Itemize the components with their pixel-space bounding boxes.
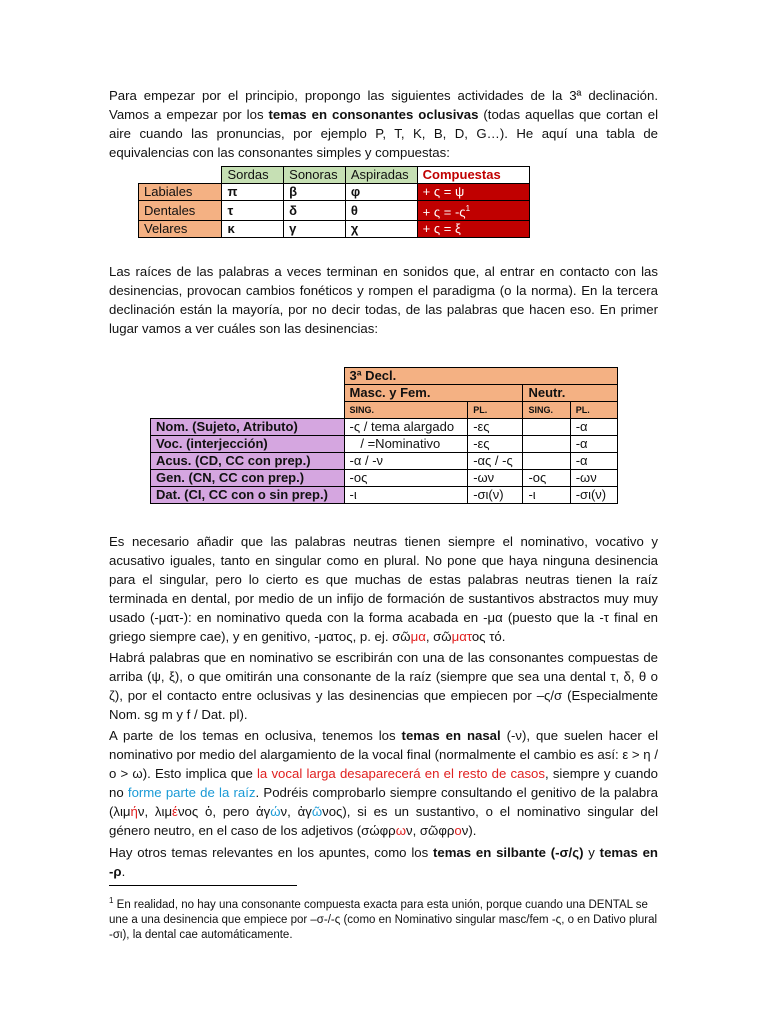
text: ν, λιμ xyxy=(137,804,173,819)
cell: -ων xyxy=(570,470,617,487)
text: Es necesario añadir que las palabras neutras tienen siempre el nominativo, vocativo y acusativo iguales, tanto en singular como en plural. No pone que haya ninguna desinencia para el singular, pero lo cierto es que muchas de estas palabras neutras tienen la raíz terminada en dental, por medio de un infijo de formación de sustantivos abstractos muy muy usado (-ματ-): en nominativo queda con la forma acabada en -μα (puesto que la -τ final en griego siempre cae), y en genitivo, -ματος, p. ej. σῶ xyxy=(109,534,658,644)
cell: -ες xyxy=(468,419,523,436)
highlight-red: ω xyxy=(395,823,406,838)
table-title: 3ª Decl. xyxy=(344,368,617,385)
cell: -ι xyxy=(344,487,468,504)
cell: -σι(ν) xyxy=(468,487,523,504)
text: (todas aquellas que cortan el aire cuando las pronuncias, por ejemplo P, T, K, B, D, G…). He aquí una tabla de equivalencias con las consonantes simples y compuestas: xyxy=(109,107,659,160)
cell: κ xyxy=(222,221,284,238)
cell: γ xyxy=(284,221,346,238)
cell: -ες xyxy=(468,436,523,453)
cell: -α xyxy=(570,419,617,436)
cell: χ xyxy=(345,221,417,238)
case-label: Gen. (CN, CC con prep.) xyxy=(151,470,345,487)
row-label: Labiales xyxy=(139,184,222,201)
empty-cell xyxy=(151,385,345,402)
text: νος ὁ, pero ἀγ xyxy=(177,804,271,819)
footnote-separator xyxy=(109,885,297,886)
paragraph-nasal xyxy=(109,726,658,840)
text: . xyxy=(121,864,126,879)
sub-header: PL. xyxy=(570,402,617,419)
cell: -ος xyxy=(523,470,570,487)
cell: -α xyxy=(570,453,617,470)
group-header: Masc. y Fem. xyxy=(344,385,523,402)
text: , σῶ xyxy=(425,629,452,644)
cell: + ς = ξ xyxy=(417,221,529,238)
highlight-red: ή xyxy=(130,804,138,819)
text: , siempre y cuando no xyxy=(109,766,658,800)
cell: τ xyxy=(222,201,284,221)
highlight-red: ματ xyxy=(451,629,472,644)
cell: -ων xyxy=(468,470,523,487)
cell: θ xyxy=(345,201,417,221)
paragraph-roots: Las raíces de las palabras a veces terminan en sonidos que, al entrar en contacto con las desinencias, provocan cambios fonéticos y rompen el paradigma (o la norma). En la tercera declinación están la mayoría, por no decir todas, de las palabras que hacen eso. En primer lugar vamos a ver cuáles son las desinencias: xyxy=(109,264,658,336)
footnote-text: En realidad, no hay una consonante compuesta exacta para esta unión, porque cuando una DENTAL se une a una desinencia que empiece por –σ-/-ς (como en Nominativo singular masc/fem -ς, o en Dativo plural -σι), la dental cae automáticamente. xyxy=(109,898,658,941)
cell: δ xyxy=(284,201,346,221)
cell: -ος xyxy=(344,470,468,487)
cell: / =Nominativo xyxy=(344,436,468,453)
cell xyxy=(417,201,529,221)
cell-text: + ς = -ς xyxy=(422,204,466,220)
consonant-table xyxy=(138,166,530,238)
text: ν, σῶφρ xyxy=(405,823,455,838)
highlight-red: la vocal larga desaparecerá en el resto de casos xyxy=(257,766,545,781)
group-header: Neutr. xyxy=(523,385,618,402)
highlight-blue: ώ xyxy=(270,804,281,819)
cell: -α xyxy=(570,436,617,453)
row-label: Velares xyxy=(139,221,222,238)
case-label: Dat. (CI, CC con o sin prep.) xyxy=(151,487,345,504)
cell: -σι(ν) xyxy=(570,487,617,504)
header-cell: Aspiradas xyxy=(345,167,417,184)
text: . Podréis comprobarlo siempre consultando el genitivo de la palabra (λιμ xyxy=(109,785,658,819)
paragraph-compound: Habrá palabras que en nominativo se escribirán con una de las consonantes compuestas de arriba (ψ, ξ), o que omitirán una consonante de la raíz (siempre que sea una dental τ, δ, θ o ζ), por el contacto entre oclusivas y las desinencias que empiecen por –ς/σ (Especialmente Nom. sg m y f / Dat. pl). xyxy=(109,650,658,722)
cell: π xyxy=(222,184,284,201)
highlight-red: μα xyxy=(410,629,426,644)
highlight-blue: forme parte de la raíz xyxy=(127,785,256,800)
header-cell: Compuestas xyxy=(417,167,529,184)
case-label: Acus. (CD, CC con prep.) xyxy=(151,453,345,470)
text: Hay otros temas relevantes en los apuntes, como los xyxy=(109,845,433,860)
empty-cell xyxy=(151,402,345,419)
highlight-red: ο xyxy=(454,823,462,838)
text: A parte de los temas en oclusiva, tenemos los xyxy=(109,728,402,743)
cell xyxy=(523,436,570,453)
paragraph-other-themes xyxy=(109,843,658,881)
cell: -ι xyxy=(523,487,570,504)
footnote xyxy=(109,893,658,943)
cell: -ας / -ς xyxy=(468,453,523,470)
row-label: Dentales xyxy=(139,201,222,221)
text: Para empezar por el principio, propongo las siguientes actividades de la 3ª declinación. Vamos a empezar por los xyxy=(109,88,658,122)
highlight-blue: ῶ xyxy=(311,804,323,819)
sub-header: SING. xyxy=(344,402,468,419)
cell xyxy=(523,453,570,470)
text: ν, ἀγ xyxy=(280,804,312,819)
text: (-ν), que suelen hacer el nominativo por medio del alargamiento de la vocal final (normalmente el cambio es así: ε > η / ο > ω). Esto implica que xyxy=(109,728,658,781)
text: νος), si es un sustantivo, o el nominativo singular del género neutro, en el caso de los adjetivos (σώφρ xyxy=(109,804,658,838)
text: y xyxy=(583,845,600,860)
bold-text: temas en -ρ xyxy=(109,845,658,879)
bold-text: temas en silbante (-σ/ς) xyxy=(432,845,584,860)
sub-header: PL. xyxy=(468,402,523,419)
bold-text: temas en nasal xyxy=(401,728,501,743)
case-label: Voc. (interjección) xyxy=(151,436,345,453)
empty-cell xyxy=(151,368,345,385)
header-cell: Sordas xyxy=(222,167,284,184)
header-cell: Sonoras xyxy=(284,167,346,184)
cell: -ς / tema alargado xyxy=(344,419,468,436)
paragraph-intro xyxy=(109,86,658,162)
highlight-red: έ xyxy=(172,804,178,819)
endings-table xyxy=(150,367,618,504)
cell: β xyxy=(284,184,346,201)
sub-header: SING. xyxy=(523,402,570,419)
cell: φ xyxy=(345,184,417,201)
text: ν). xyxy=(461,823,477,838)
empty-cell xyxy=(139,167,222,184)
paragraph-neuter xyxy=(109,532,658,646)
cell: + ς = ψ xyxy=(417,184,529,201)
case-label: Nom. (Sujeto, Atributo) xyxy=(151,419,345,436)
bold-text: temas en consonantes oclusivas xyxy=(268,107,479,122)
cell: -α / -ν xyxy=(344,453,468,470)
text: ος τό. xyxy=(471,629,506,644)
footnote-ref[interactable]: 1 xyxy=(465,204,471,213)
footnote-number: 1 xyxy=(109,896,114,905)
cell xyxy=(523,419,570,436)
